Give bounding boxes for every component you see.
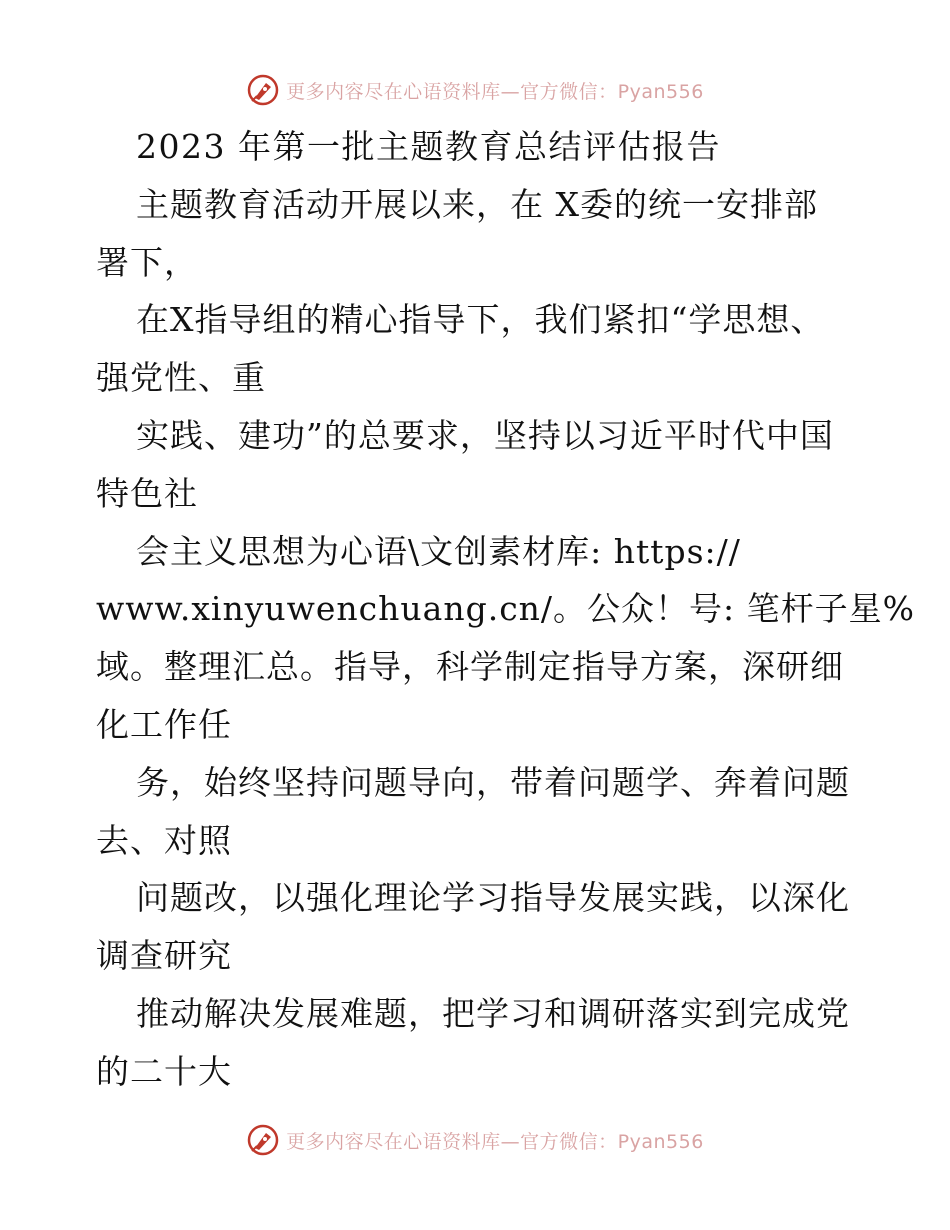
paragraph-line: 推动解决发展难题，把学习和调研落实到完成党 xyxy=(136,993,850,1033)
document-body xyxy=(96,118,916,1101)
paragraph-line: 域。整理汇总。指导，科学制定指导方案，深研细 xyxy=(96,647,844,687)
paragraph-line: 署下， xyxy=(96,242,198,282)
header-watermark-banner xyxy=(0,70,950,110)
paragraph-line: 特色社 xyxy=(96,473,198,513)
footer-watermark-banner xyxy=(0,1120,950,1160)
paragraph-line: 的二十大 xyxy=(96,1051,232,1091)
paragraph-line: 调查研究 xyxy=(96,936,232,976)
footer-watermark-text: 更多内容尽在心语资料库—官方微信：Pyan556 xyxy=(286,1130,704,1153)
paragraph-line: 主题教育活动开展以来，在 X委的统一安排部 xyxy=(136,184,818,224)
paragraph-line: 强党性、重 xyxy=(96,358,266,398)
paragraph-line: www.xinyuwenchuang.cn/。公众！号: 笔杆子星% xyxy=(96,589,916,629)
paragraph-line: 会主义思想为心语\文创素材库: https:// xyxy=(136,531,741,571)
paragraph-line: 实践、建功”的总要求，坚持以习近平时代中国 xyxy=(136,415,834,455)
pen-nib-logo-icon xyxy=(246,73,280,107)
paragraph-line: 问题改，以强化理论学习指导发展实践，以深化 xyxy=(136,878,850,918)
paragraph-line: 去、对照 xyxy=(96,820,232,860)
paragraph-line: 务，始终坚持问题导向，带着问题学、奔着问题 xyxy=(136,762,850,802)
paragraph-line: 化工作任 xyxy=(96,704,232,744)
pen-nib-logo-icon xyxy=(246,1123,280,1157)
document-title: 2023 年第一批主题教育总结评估报告 xyxy=(136,127,721,166)
header-watermark-text: 更多内容尽在心语资料库—官方微信：Pyan556 xyxy=(286,80,704,103)
paragraph-line: 在X指导组的精心指导下，我们紧扣“学思想、 xyxy=(136,300,825,340)
